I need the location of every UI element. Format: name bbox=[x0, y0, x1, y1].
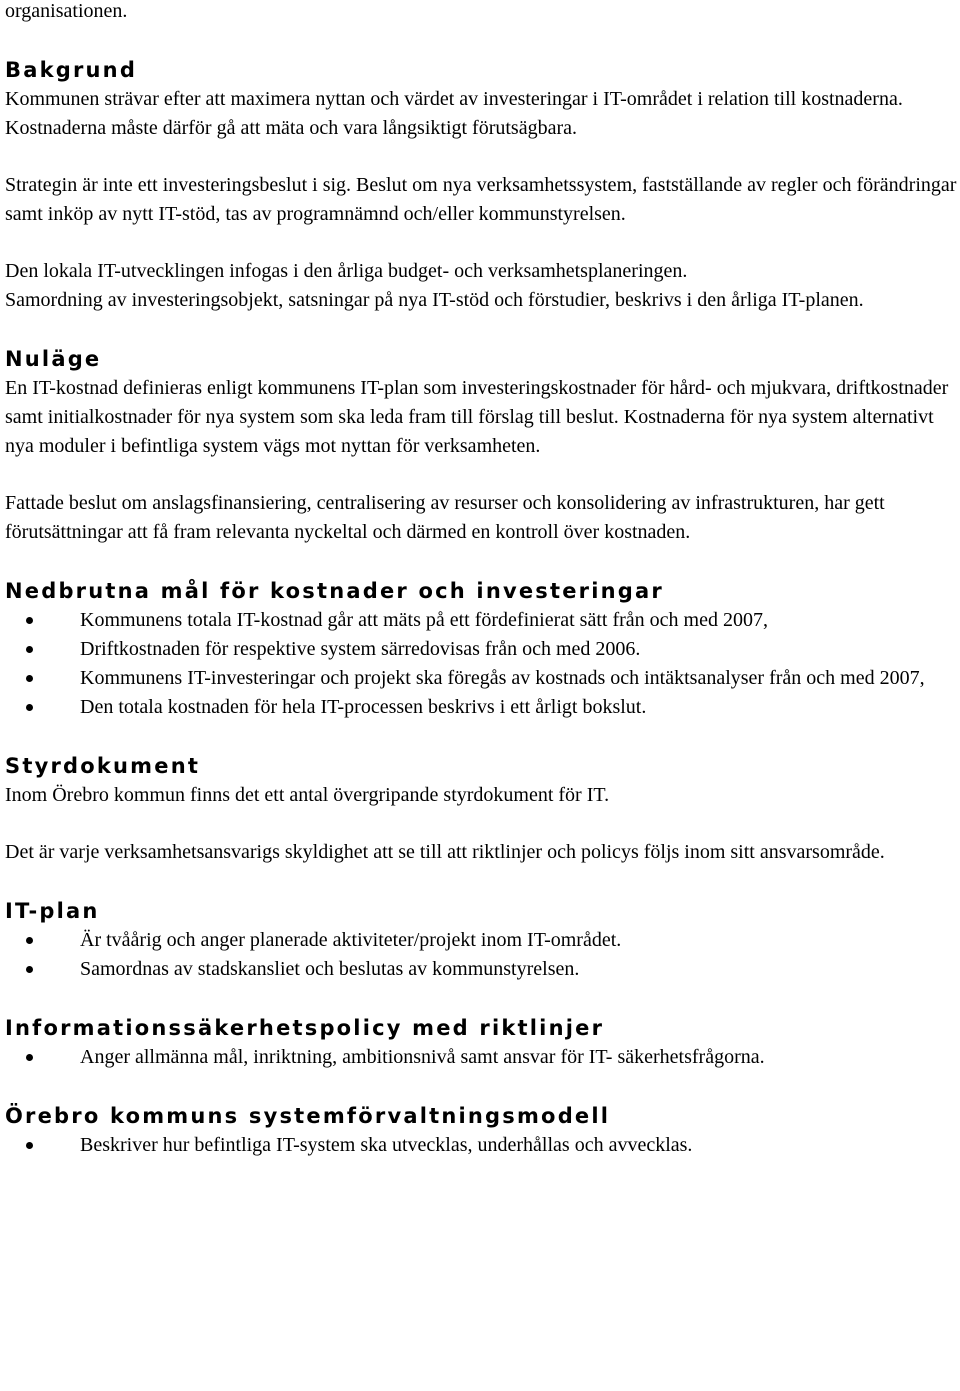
bullet-icon bbox=[26, 675, 33, 682]
bullet-icon bbox=[26, 937, 33, 944]
nedbrutna-list bbox=[5, 606, 957, 722]
spacer bbox=[5, 229, 957, 257]
nulage-paragraph-1: En IT-kostnad definieras enligt kommunens IT-plan som investeringskostnader för hård- och mjukvara, driftkostnader samt initialkostnader för nya system som ska leda fram till förslag till beslut. Kostnaderna för nya system alternativt nya moduler i befintliga system vägs mot nyttan för verksamheten. bbox=[5, 377, 949, 457]
bakgrund-paragraph-3a: Den lokala IT-utvecklingen infogas i den årliga budget- och verksamhetsplaneringen. bbox=[5, 260, 688, 282]
list-item-text: Beskriver hur befintliga IT-system ska utvecklas, underhållas och avvecklas. bbox=[80, 1134, 693, 1156]
list-item bbox=[5, 1043, 957, 1072]
spacer bbox=[5, 867, 957, 895]
list-item-text: Samordnas av stadskansliet och beslutas av kommunstyrelsen. bbox=[80, 958, 580, 980]
bakgrund-paragraph-2: Strategin är inte ett investeringsbeslut i sig. Beslut om nya verksamhetssystem, fastställande av regler och förändringar samt inköp av nytt IT-stöd, tas av programnämnd och/eller kommunstyrelsen. bbox=[5, 174, 957, 225]
document-page bbox=[5, 0, 957, 1160]
list-item bbox=[5, 664, 957, 693]
bullet-icon bbox=[26, 1054, 33, 1061]
spacer bbox=[5, 547, 957, 575]
bullet-icon bbox=[26, 646, 33, 653]
list-item bbox=[5, 635, 957, 664]
spacer bbox=[5, 1072, 957, 1100]
bakgrund-paragraph-1: Kommunen strävar efter att maximera nyttan och värdet av investeringar i IT-området i relation till kostnaderna. Kostnaderna måste därför gå att mäta och vara långsiktigt förutsägbara. bbox=[5, 88, 903, 139]
forvaltning-list bbox=[5, 1131, 957, 1160]
list-item bbox=[5, 926, 957, 955]
heading-nulage: Nuläge bbox=[5, 347, 102, 371]
spacer bbox=[5, 143, 957, 171]
list-item-text: Den totala kostnaden för hela IT-processen beskrivs i ett årligt bokslut. bbox=[80, 696, 647, 718]
list-item-text: Anger allmänna mål, inriktning, ambitionsnivå samt ansvar för IT- säkerhetsfrågorna. bbox=[80, 1046, 765, 1068]
list-item-text: Kommunens IT-investeringar och projekt ska föregås av kostnads och intäktsanalyser från och med 2007, bbox=[80, 667, 925, 689]
spacer bbox=[5, 810, 957, 838]
intro-tail-text: organisationen. bbox=[5, 0, 128, 22]
list-item bbox=[5, 693, 957, 722]
bakgrund-paragraph-3b: Samordning av investeringsobjekt, satsningar på nya IT-stöd och förstudier, beskrivs i den årliga IT-planen. bbox=[5, 289, 864, 311]
policy-list bbox=[5, 1043, 957, 1072]
bullet-icon bbox=[26, 1142, 33, 1149]
bullet-icon bbox=[26, 704, 33, 711]
itplan-list bbox=[5, 926, 957, 984]
heading-bakgrund: Bakgrund bbox=[5, 58, 138, 82]
nulage-paragraph-2: Fattade beslut om anslagsfinansiering, centralisering av resurser och konsolidering av infrastrukturen, har gett förutsättningar att få fram relevanta nyckeltal och därmed en kontroll över kostnaden. bbox=[5, 492, 885, 543]
list-item-text: Driftkostnaden för respektive system särredovisas från och med 2006. bbox=[80, 638, 641, 660]
styrdokument-paragraph-1: Inom Örebro kommun finns det ett antal övergripande styrdokument för IT. bbox=[5, 784, 610, 806]
heading-forvaltning: Örebro kommuns systemförvaltningsmodell bbox=[5, 1104, 611, 1128]
spacer bbox=[5, 315, 957, 343]
list-item bbox=[5, 1131, 957, 1160]
spacer bbox=[5, 461, 957, 489]
list-item bbox=[5, 955, 957, 984]
list-item bbox=[5, 606, 957, 635]
bullet-icon bbox=[26, 617, 33, 624]
list-item-text: Är tvåårig och anger planerade aktiviteter/projekt inom IT-området. bbox=[80, 929, 622, 951]
heading-policy: Informationssäkerhetspolicy med riktlinjer bbox=[5, 1016, 605, 1040]
bullet-icon bbox=[26, 966, 33, 973]
heading-nedbrutna: Nedbrutna mål för kostnader och investeringar bbox=[5, 579, 664, 603]
spacer bbox=[5, 984, 957, 1012]
heading-itplan: IT-plan bbox=[5, 899, 100, 923]
spacer bbox=[5, 26, 957, 54]
spacer bbox=[5, 722, 957, 750]
list-item-text: Kommunens totala IT-kostnad går att mäts på ett fördefinierat sätt från och med 2007, bbox=[80, 609, 768, 631]
heading-styrdokument: Styrdokument bbox=[5, 754, 201, 778]
styrdokument-paragraph-2: Det är varje verksamhetsansvarigs skyldighet att se till att riktlinjer och policys följs inom sitt ansvarsområde. bbox=[5, 841, 885, 863]
